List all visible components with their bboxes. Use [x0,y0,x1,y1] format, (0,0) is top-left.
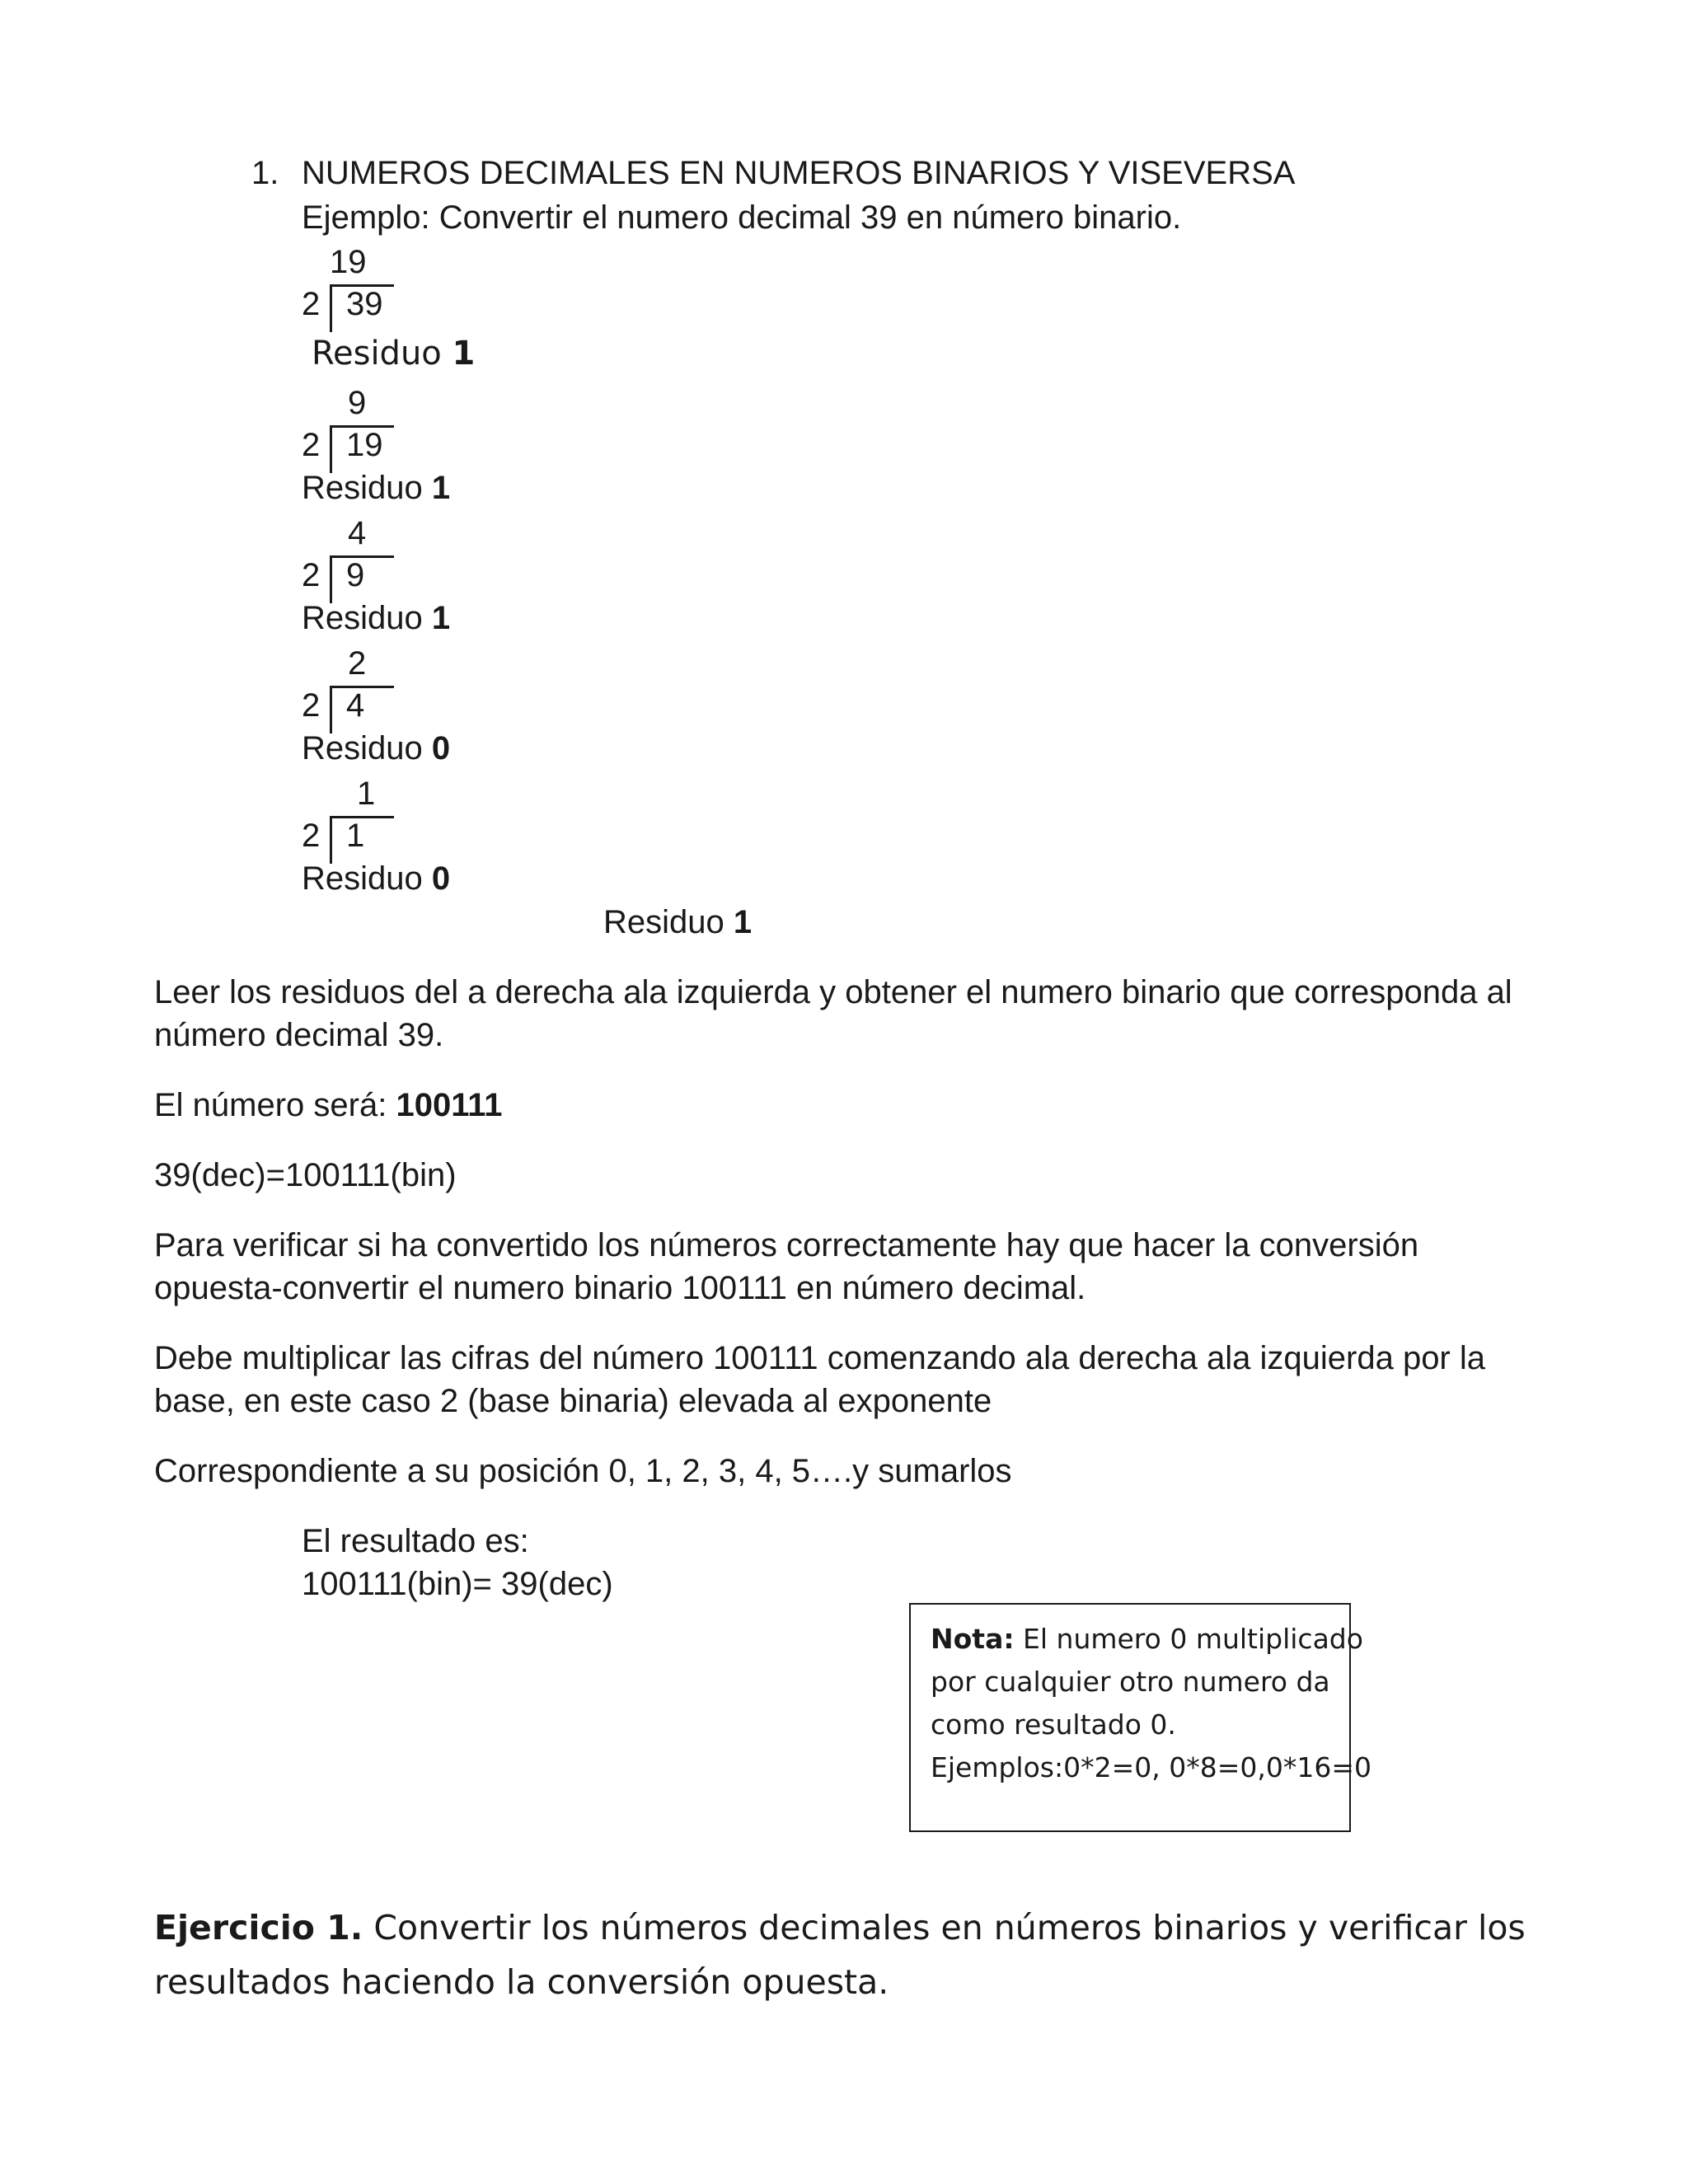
dividend: 4 [346,687,365,724]
quotient: 19 [330,244,367,280]
remainder: Residuo 1 [302,470,451,506]
dividend: 9 [346,557,365,593]
final-remainder: Residuo 1 [603,904,753,940]
divisor: 2 [302,818,321,854]
list-number: 1. [251,155,279,191]
divisor: 2 [302,427,321,463]
position-line: Correspondiente a su posición 0, 1, 2, 3, 4, 5….y sumarlos [154,1453,1012,1489]
read-instruction-line2: número decimal 39. [154,1017,444,1053]
dividend: 1 [346,818,365,854]
quotient: 2 [348,645,367,682]
multiply-line2: base, en este caso 2 (base binaria) elevada al exponente [154,1383,992,1419]
note-line3: como resultado 0. [931,1708,1176,1741]
divisor: 2 [302,687,321,724]
verify-line1: Para verificar si ha convertido los números correctamente hay que hacer la conversión [154,1227,1419,1263]
exercise-line2: resultados haciendo la conversión opuesta. [154,1962,889,2002]
equation: 39(dec)=100111(bin) [154,1157,457,1193]
read-instruction-line1: Leer los residuos del a derecha ala izquierda y obtener el numero binario que corresponda al [154,974,1512,1010]
exercise-line1: Ejercicio 1. Convertir los números decimales en números binarios y verificar los [154,1908,1526,1947]
multiply-line1: Debe multiplicar las cifras del número 100111 comenzando ala derecha ala izquierda por la [154,1340,1485,1376]
remainder: Residuo 1 [302,600,451,636]
section-heading: NUMEROS DECIMALES EN NUMEROS BINARIOS Y VISEVERSA [302,155,1296,191]
remainder: Residuo 1 [312,335,476,373]
quotient: 4 [348,515,367,551]
verify-line2: opuesta-convertir el numero binario 100111 en número decimal. [154,1270,1086,1306]
remainder: Residuo 0 [302,860,451,897]
note-line4: Ejemplos:0*2=0, 0*8=0,0*16=0 [931,1751,1372,1783]
result-label: El resultado es: [302,1523,529,1559]
binary-result: El número será: 100111 [154,1087,503,1123]
result-value: 100111(bin)= 39(dec) [302,1566,613,1602]
note-line2: por cualquier otro numero da [931,1666,1330,1698]
dividend: 19 [346,427,383,463]
divisor: 2 [302,286,321,322]
example-line: Ejemplo: Convertir el numero decimal 39 en número binario. [302,199,1182,236]
dividend: 39 [346,286,383,322]
note-line1: Nota: El numero 0 multiplicado [931,1623,1363,1655]
note-box [909,1603,1372,1832]
quotient: 1 [357,776,376,812]
remainder: Residuo 0 [302,730,451,766]
quotient: 9 [348,385,367,421]
divisor: 2 [302,557,321,593]
